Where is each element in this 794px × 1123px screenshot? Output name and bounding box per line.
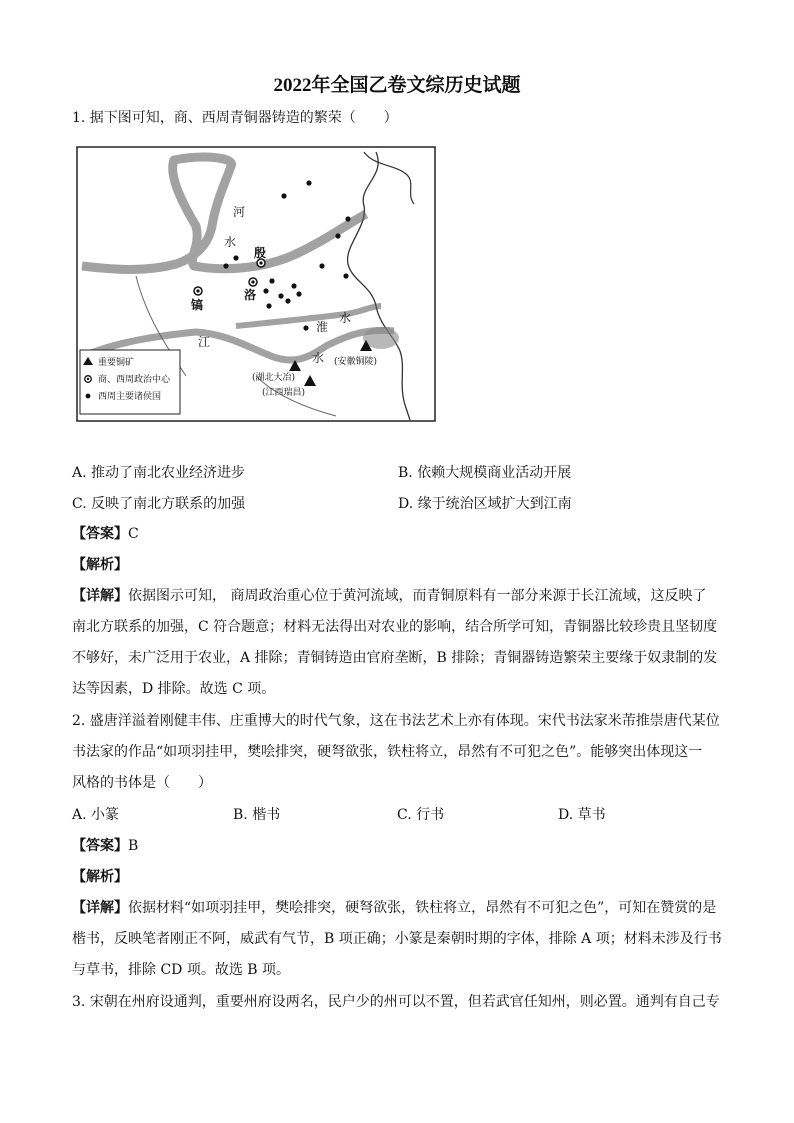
river-label: 江: [198, 335, 211, 349]
q2-detail-line: [72, 898, 716, 918]
q1-option-b: B. 依赖大规模商业活动开展: [398, 465, 572, 481]
q2-stem-line: 2. 盛唐洋溢着刚健丰伟、庄重博大的时代气象，这在书法艺术上亦有体现。宋代书法家米芾推崇唐代某位: [72, 713, 720, 729]
q1-detail-line: [72, 586, 706, 606]
river-label: 河: [233, 205, 246, 219]
q2-analysis-tag: [72, 867, 128, 887]
answer-value: C: [128, 526, 139, 542]
city-label: 镐: [191, 298, 204, 312]
q2-option-a: A. 小篆: [72, 807, 120, 823]
answer-tag: 【答案】: [72, 526, 128, 542]
legend-item: 商、西周政治中心: [98, 375, 171, 385]
q3-stem: 3. 宋朝在州府设通判，重要州府设两名，民户少的州可以不置，但若武官任知州，则必置。通判有自己专: [72, 994, 720, 1010]
legend-item: 西周主要诸侯国: [98, 392, 162, 402]
q1-option-d: D. 缘于统治区域扩大到江南: [398, 496, 572, 512]
answer-tag: 【答案】: [72, 838, 128, 854]
q1-option-c: C. 反映了南北方联系的加强: [72, 496, 246, 512]
answer-value: B: [128, 838, 139, 854]
q1-detail-line: 南北方联系的加强，C 符合题意；材料无法得出对农业的影响，结合所学可知，青铜器比较珍贵且坚韧度: [72, 619, 718, 635]
q1-detail-line: 不够好，未广泛用于农业，A 排除；青铜铸造由官府垄断，B 排除；青铜器铸造繁荣主要缘于奴隶制的发: [72, 650, 718, 666]
q1-stem: 1. 据下图可知，商、西周青铜器铸造的繁荣（ ）: [72, 110, 398, 126]
detail-text: 依据图示可知， 商周政治重心位于黄河流域，而青铜原料有一部分来源于长江流域，这反映了: [128, 588, 707, 604]
mine-label: (湖北大冶): [252, 373, 296, 383]
q2-stem-line: 书法家的作品“如项羽挂甲，樊哙排突，硬弩欲张，铁柱将立，昂然有不可犯之色”。能够突出体现这一: [72, 744, 703, 760]
q1-option-a: A. 推动了南北农业经济进步: [72, 465, 246, 481]
detail-text: 依据材料“如项羽挂甲，樊哙排突，硬弩欲张，铁柱将立，昂然有不可犯之色”，可知在赞赏的是: [128, 900, 717, 916]
detail-tag: 【详解】: [72, 900, 128, 916]
q1-analysis-tag: [72, 555, 128, 575]
detail-tag: 【详解】: [72, 588, 128, 604]
river-label: 水: [312, 351, 325, 365]
legend-item: 重要铜矿: [98, 358, 135, 368]
q2-option-d: D. 草书: [558, 807, 606, 823]
q2-detail-line: 与草书，排除 CD 项。故选 B 项。: [72, 962, 291, 978]
q1-detail-line: 达等因素，D 排除。故选 C 项。: [72, 681, 276, 697]
river-label: 水: [224, 235, 237, 249]
analysis-tag: 【解析】: [72, 869, 128, 885]
page-title: 2022年全国乙卷文综历史试题: [273, 75, 521, 96]
q2-answer: [72, 836, 138, 856]
city-label: 洛: [244, 288, 257, 302]
q2-detail-line: 楷书，反映笔者刚正不阿，威武有气节，B 项正确；小篆是秦朝时期的字体，排除 A 项；材料未涉及行书: [72, 931, 722, 947]
q2-option-c: C. 行书: [397, 807, 445, 823]
q1-answer: [72, 524, 139, 544]
q2-stem-line: 风格的书体是（ ）: [72, 775, 212, 791]
river-label: 水: [339, 311, 352, 325]
river-label: 淮: [316, 320, 329, 334]
mine-label: (安徽铜陵): [334, 357, 378, 367]
analysis-tag: 【解析】: [72, 557, 128, 573]
q1-map: [76, 146, 436, 422]
mine-label: (江西瑞昌): [262, 388, 306, 398]
city-label: 殷: [254, 246, 267, 260]
q2-option-b: B. 楷书: [233, 807, 281, 823]
